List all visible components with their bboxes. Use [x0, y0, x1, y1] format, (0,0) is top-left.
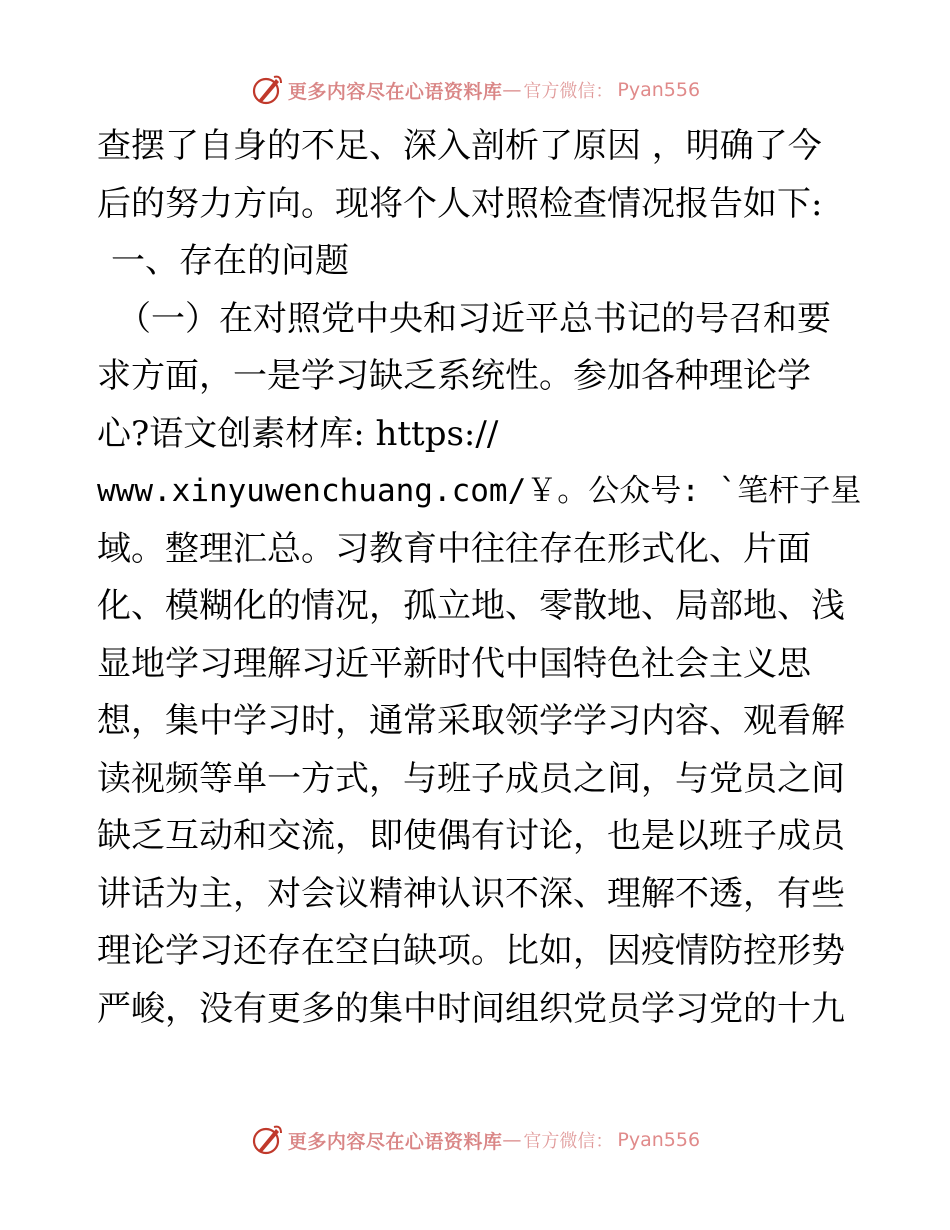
watermark-line-1: 心?语文创素材库: https:// — [97, 413, 499, 454]
quill-logo-icon — [250, 73, 284, 107]
text-line-15: 理论学习还存在空白缺项。比如，因疫情防控形势 — [97, 931, 845, 971]
text-line-1: 查摆了自身的不足、深入剖析了原因 ，明确了今 — [97, 126, 822, 166]
banner-title: 更多内容尽在心语资料库 — [287, 1130, 503, 1153]
text-line-11: 想，集中学习时，通常采取领学学习内容、观看解 — [97, 701, 845, 741]
text-line-14: 讲话为主，对会议精神认识不深、理解不透，有些 — [97, 873, 845, 914]
text-line-16: 严峻，没有更多的集中时间组织党员学习党的十九 — [97, 988, 845, 1029]
section-heading: 一、存在的问题 — [111, 241, 349, 281]
banner-separator: — — [502, 79, 522, 101]
text-line-10: 显地学习理解习近平新时代中国特色社会主义思 — [97, 643, 811, 684]
watermark-line-2: www.xinyuwenchuang.com/￥。公众号: `笔杆子星 — [97, 473, 862, 509]
text-line-8: 域。整理汇总。习教育中往往存在形式化、片面 — [97, 528, 811, 569]
banner-wechat-id: Pyan556 — [617, 79, 701, 101]
banner-separator: — — [502, 1129, 522, 1151]
banner-title: 更多内容尽在心语资料库 — [287, 80, 503, 103]
text-line-9: 化、模糊化的情况，孤立地、零散地、局部地、浅 — [97, 586, 845, 626]
subsection-heading-line: （一）在对照党中央和习近平总书记的号召和要 — [117, 298, 831, 339]
banner-label: 官方微信： — [523, 1131, 614, 1152]
text-line-5: 求方面，一是学习缺乏系统性。参加各种理论学 — [97, 356, 811, 396]
text-line-13: 缺乏互动和交流，即使偶有讨论，也是以班子成员 — [97, 816, 845, 856]
document-body — [97, 118, 862, 1038]
banner-wechat-id: Pyan556 — [617, 1129, 701, 1151]
text-line-2: 后的努力方向。现将个人对照检查情况报告如下: — [97, 183, 823, 224]
text-line-12: 读视频等单一方式，与班子成员之间，与党员之间 — [97, 758, 845, 799]
banner-label: 官方微信： — [523, 81, 614, 102]
header-banner — [0, 70, 950, 110]
footer-banner — [0, 1120, 950, 1160]
quill-logo-icon — [250, 1123, 284, 1157]
